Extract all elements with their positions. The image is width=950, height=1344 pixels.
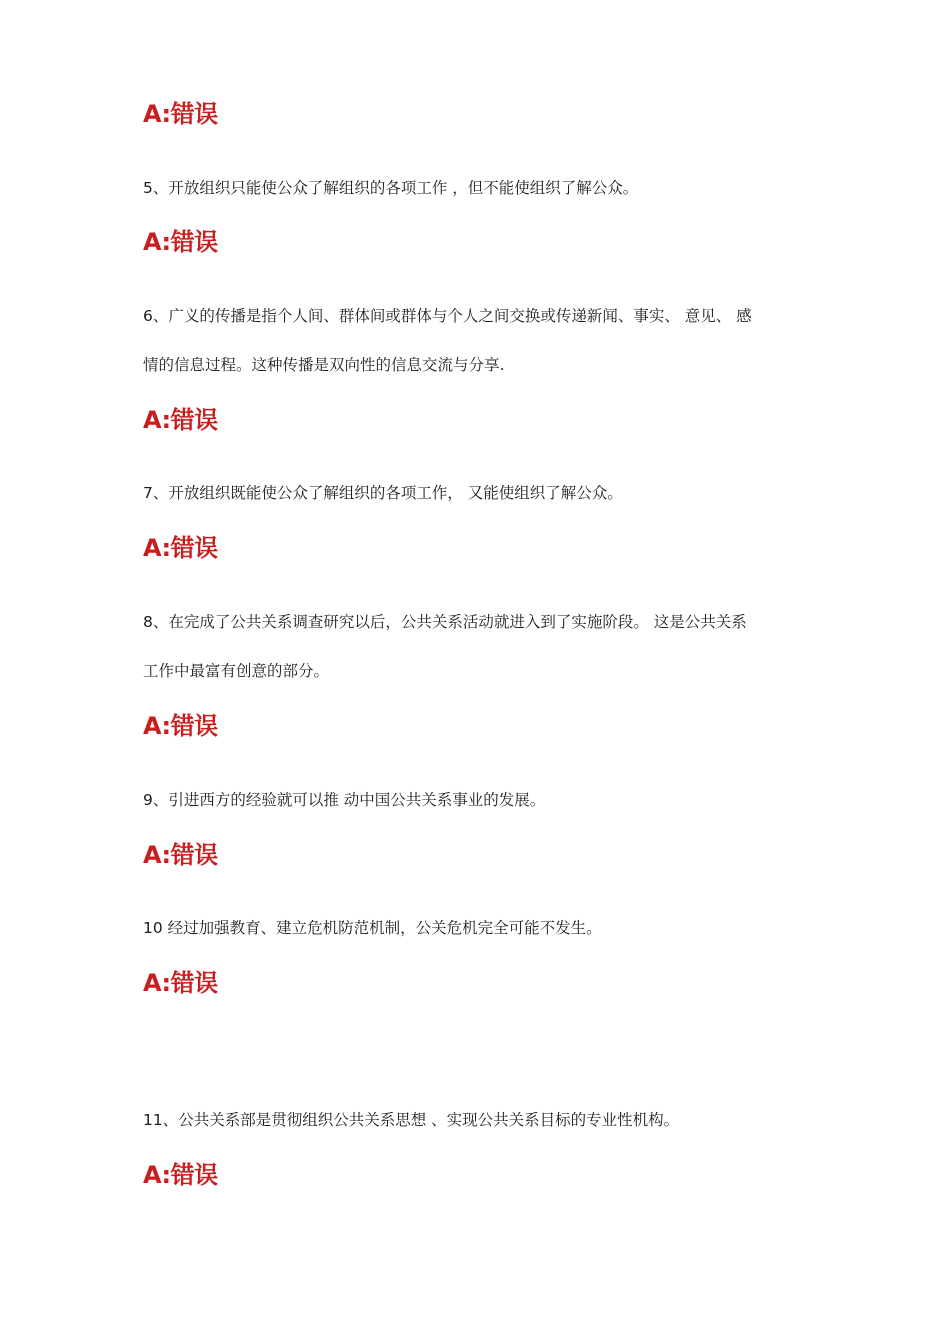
question-8-text-line-1: 8、在完成了公共关系调查研究以后，公共关系活动就进入到了实施阶段。 这是公共关系	[143, 613, 747, 631]
answer-label: A:错误	[143, 100, 218, 128]
question-7-text: 7、开放组织既能使公众了解组织的各项工作， 又能使组织了解公众。	[143, 484, 623, 502]
question-9-text: 9、引进西方的经验就可以推 动中国公共关系事业的发展。	[143, 791, 546, 809]
question-11-text: 11、公共关系部是贯彻组织公共关系思想 、实现公共关系目标的专业性机构。	[143, 1111, 680, 1129]
question-5-text: 5、开放组织只能使公众了解组织的各项工作 ，但不能使组织了解公众。	[143, 179, 639, 197]
question-10-text: 10 经过加强教育、建立危机防范机制，公关危机完全可能不发生。	[143, 919, 602, 937]
answer-label: A:错误	[143, 534, 218, 562]
answer-label: A:错误	[143, 228, 218, 256]
answer-label: A:错误	[143, 712, 218, 740]
question-6-text-line-1: 6、广义的传播是指个人间、群体间或群体与个人之间交换或传递新闻、事实、 意见、 感	[143, 307, 752, 325]
answer-label: A:错误	[143, 841, 218, 869]
question-6-text-line-2: 情的信息过程。这种传播是双向性的信息交流与分享.	[143, 356, 505, 374]
question-8-text-line-2: 工作中最富有创意的部分。	[143, 662, 330, 680]
answer-label: A:错误	[143, 969, 218, 997]
answer-label: A:错误	[143, 1161, 218, 1189]
answer-label: A:错误	[143, 406, 218, 434]
